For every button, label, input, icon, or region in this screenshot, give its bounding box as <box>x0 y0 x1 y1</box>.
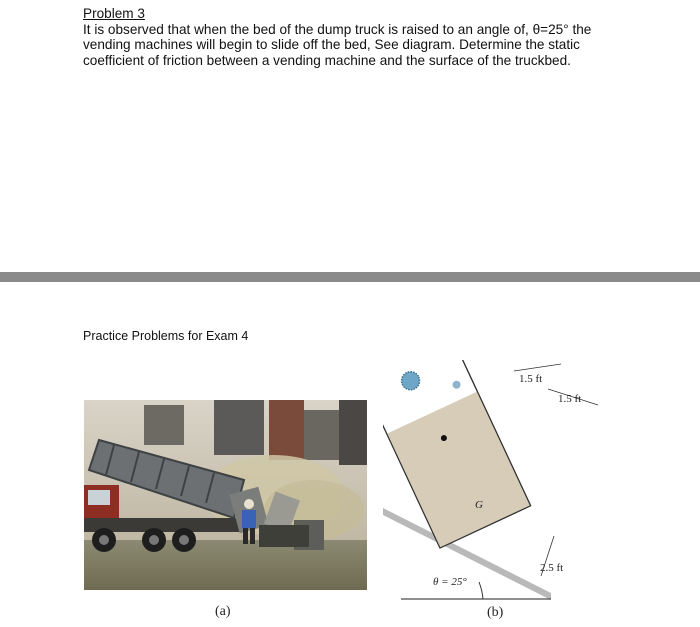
caption-b: (b) <box>487 605 504 620</box>
caption-a: (a) <box>215 604 231 619</box>
problem-title: Problem 3 <box>83 6 145 21</box>
incline-diagram <box>383 360 683 622</box>
slide-divider <box>0 272 700 282</box>
problem-line-2: vending machines will begin to slide off the bed, See diagram. Determine the static <box>83 37 580 52</box>
dim-width-right: 1.5 ft <box>558 393 582 405</box>
dim-height: 2.5 ft <box>540 562 564 574</box>
angle-label: θ = 25° <box>433 576 467 588</box>
dim-width-top: 1.5 ft <box>519 373 543 385</box>
problem-line-3: coefficient of friction between a vending machine and the surface of the truckbed. <box>83 52 571 68</box>
center-of-gravity-label: G <box>475 499 483 511</box>
problem-line-1: It is observed that when the bed of the dump truck is raised to an angle of, θ=25° the <box>83 21 592 37</box>
dump-truck-photo <box>84 400 367 590</box>
slide-subtitle: Practice Problems for Exam 4 <box>83 329 249 343</box>
problem-statement <box>83 6 683 68</box>
